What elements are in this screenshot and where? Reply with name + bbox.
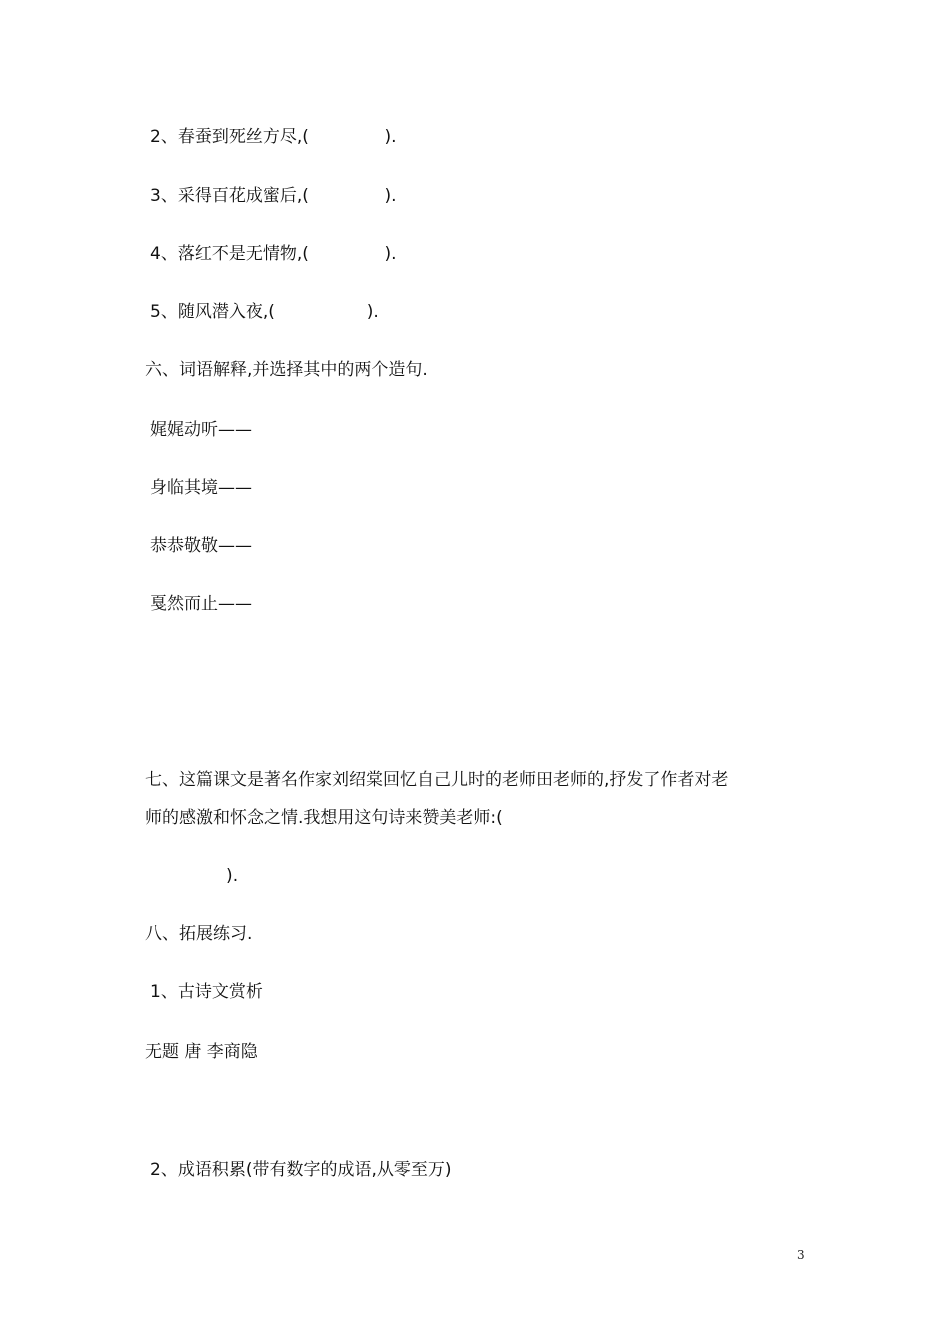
section-seven-text-line-2: 师的感激和怀念之情.我想用这句诗来赞美老师:( xyxy=(145,808,503,828)
subsection-idiom-collection: 2、成语积累(带有数字的成语,从零至万) xyxy=(150,1160,452,1180)
poem-fill-line-5: 5、随风潜入夜,( ). xyxy=(150,302,379,322)
poem-title-line: 无题 唐 李商隐 xyxy=(145,1042,258,1062)
vocab-item-1: 娓娓动听—— xyxy=(150,420,252,440)
section-heading-eight: 八、拓展练习. xyxy=(145,924,253,944)
section-seven-blank-close: ). xyxy=(145,866,239,886)
page-number: 3 xyxy=(797,1248,805,1262)
poem-fill-line-4: 4、落红不是无情物,( ). xyxy=(150,244,397,264)
section-seven-text-line-1: 七、这篇课文是著名作家刘绍棠回忆自己儿时的老师田老师的,抒发了作者对老 xyxy=(145,770,729,790)
vocab-item-2: 身临其境—— xyxy=(150,478,252,498)
poem-fill-line-3: 3、采得百花成蜜后,( ). xyxy=(150,186,397,206)
section-heading-six: 六、词语解释,并选择其中的两个造句. xyxy=(145,360,428,380)
subsection-poem-analysis: 1、古诗文赏析 xyxy=(150,982,263,1002)
vocab-item-3: 恭恭敬敬—— xyxy=(150,536,252,556)
vocab-item-4: 戛然而止—— xyxy=(150,594,252,614)
poem-fill-line-2: 2、春蚕到死丝方尽,( ). xyxy=(150,127,397,147)
